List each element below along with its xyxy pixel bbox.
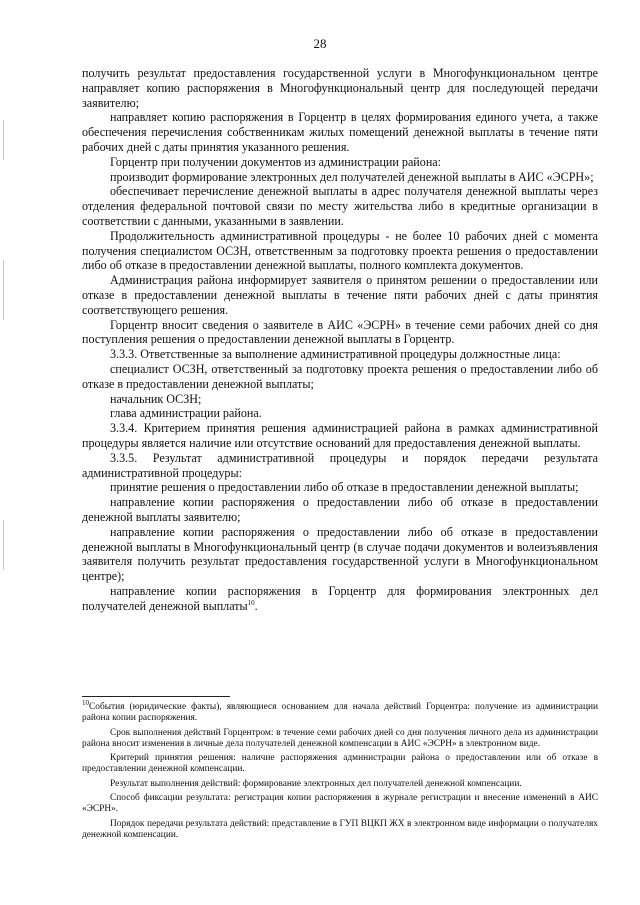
paragraph-text: Продолжительность административной процедуры - не более 10 рабочих дней с момента получения специалистом ОСЗН, ответственным за подготовку проекта решения о предоставлении либо об отказе в предоставлении денежной выплаты, полного комплекта документов. (82, 228, 598, 273)
paragraph-text: получить результат предоставления государственной услуги в Многофункциональном центре направляет копию распоряжения в Многофункциональный центр для последующей передачи заявителю; (82, 66, 598, 110)
footnote-marker: 10 (82, 698, 89, 707)
footnote-separator (82, 696, 230, 697)
paragraph: направление копии распоряжения в Горцентр для формирования электронных дел получателей денежной выплаты$^{10}$. (82, 583, 598, 613)
paragraph-text: обеспечивает перечисление денежной выплаты в адрес получателя денежной выплаты через отделения федеральной почтовой связи по месту жительства либо в кредитные организации в соответствии с данными, указанными в заявлении. (82, 184, 598, 228)
paragraph-text: специалист ОСЗН, ответственный за подготовку проекта решения о предоставлении либо об отказе в предоставлении денежной выплаты; (82, 361, 598, 391)
paragraph (82, 421, 598, 451)
paragraph-text: 3.3.3. Ответственные за выполнение административной процедуры должностные лица: (110, 347, 561, 362)
paragraph (82, 229, 598, 273)
footnote (82, 753, 598, 776)
footnote (82, 793, 598, 816)
paragraph-text: направление копии распоряжения о предоставлении либо об отказе в предоставлении денежной выплаты в Многофункциональный центр (в случае подачи документов и волеизъявления заявителя получить результат предоставления государственной услуги в Многофункциональном центре); (82, 524, 598, 584)
page-number: 28 (313, 36, 327, 51)
paragraph-text: производит формирование электронных дел получателей денежной выплаты в АИС «ЭСРН»; (110, 169, 594, 184)
paragraph (82, 362, 598, 392)
paragraph-text: 3.3.5. Результат административной процедуры и порядок передачи результата административной процедуры: (82, 450, 598, 480)
paragraph (82, 318, 598, 348)
paragraph (82, 184, 598, 228)
paragraph (82, 451, 598, 481)
paragraph-text: 3.3.4. Критерием принятия решения администрацией района в рамках административной процедуры является наличие или отсутствие оснований для предоставления денежной выплаты. (82, 421, 598, 450)
paragraph-text: направление копии распоряжения в Горцентр для формирования электронных дел получателей денежной выплаты (82, 583, 598, 613)
paragraph (82, 480, 598, 495)
footnote (82, 728, 598, 751)
footnote-text: События (юридические факты), являющиеся основанием для начала действий Горцентра: получение из администрации района копии распоряжения. (82, 702, 598, 724)
footnotes (82, 698, 598, 844)
paragraph (82, 110, 598, 154)
paragraph (82, 155, 598, 170)
scan-edge-mark (3, 260, 4, 320)
footnote (82, 698, 598, 725)
paragraph-text: принятие решения о предоставлении либо об отказе в предоставлении денежной выплаты; (110, 480, 579, 495)
body-text (82, 66, 598, 613)
footnote-text: Результат выполнения действий: формирование электронных дел получателей денежной компенсации. (110, 778, 522, 789)
paragraph (82, 406, 598, 421)
footnote-text: Срок выполнения действий Горцентром: в течение семи рабочих дней со дня получения личного дела из администрации района вносит изменения в личные дела получателей денежной компенсации в АИС «ЭСРН» в электронном виде. (82, 727, 598, 749)
footnote-text: Способ фиксации результата: регистрация копии распоряжения в журнале регистрации и внесение изменений в АИС «ЭСРН». (82, 793, 598, 815)
paragraph-text: Администрация района информирует заявителя о принятом решении о предоставлении или отказе в предоставлении денежной выплаты в течение пяти рабочих дней с даты принятия соответствующего решения. (82, 273, 598, 317)
paragraph-text: Горцентр при получении документов из администрации района: (110, 154, 442, 169)
paragraph (82, 273, 598, 317)
footnote-text: Критерий принятия решения: наличие распоряжения администрации района о предоставлении или об отказе в предоставлении денежной компенсации. (82, 753, 598, 775)
paragraph-text: начальник ОСЗН; (110, 391, 202, 406)
paragraph-text: глава администрации района. (110, 406, 262, 421)
paragraph (82, 347, 598, 362)
paragraph (82, 525, 598, 584)
paragraph (82, 495, 598, 525)
scan-edge-mark (3, 520, 4, 570)
footnote-text: Порядок передачи результата действий: представление в ГУП ВЦКП ЖХ в электронном виде информации о получателях денежной компенсации. (82, 818, 598, 840)
paragraph (82, 170, 598, 185)
paragraph (82, 66, 598, 110)
paragraph (82, 392, 598, 407)
footnote-reference: 10 (247, 598, 255, 607)
paragraph-text: направляет копию распоряжения в Горцентр в целях формирования единого учета, а также обеспечения перечисления собственникам жилых помещений денежной выплаты в течение пяти рабочих дней с даты принятия указанного решения. (82, 110, 598, 154)
paragraph-text: направление копии распоряжения о предоставлении либо об отказе в предоставлении денежной выплаты заявителю; (82, 495, 598, 524)
paragraph-text: Горцентр вносит сведения о заявителе в АИС «ЭСРН» в течение семи рабочих дней со дня поступления решения о предоставлении денежной выплаты в Горцентр. (82, 317, 598, 347)
footnote (82, 779, 598, 790)
footnote (82, 819, 598, 842)
scan-edge-mark (3, 120, 4, 160)
